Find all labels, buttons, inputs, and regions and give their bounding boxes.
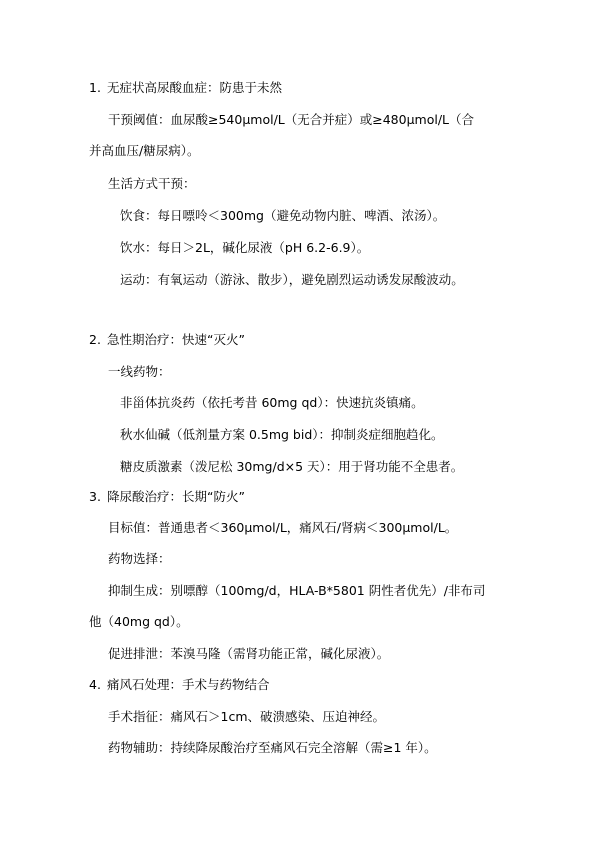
section-4-drug-aid: 药物辅助：持续降尿酸治疗至痛风石完全溶解（需≥1 年）。 <box>108 740 437 755</box>
section-4-heading-line <box>89 677 270 693</box>
section-2-number: 2. <box>89 332 101 347</box>
section-1-water: 饮水：每日＞2L，碱化尿液（pH 6.2-6.9）。 <box>120 240 370 255</box>
section-1-heading: 无症状高尿酸血症：防患于未然 <box>107 80 283 95</box>
section-3-inhibit-line1: 抑制生成：别嘌醇（100mg/d，HLA-B*5801 阴性者优先）/非布司 <box>108 583 486 598</box>
section-1-diet: 饮食：每日嘌呤＜300mg（避免动物内脏、啤酒、浓汤）。 <box>120 208 446 223</box>
section-2-heading-line <box>89 332 245 348</box>
section-2-steroid: 糖皮质激素（泼尼松 30mg/d×5 天）：用于肾功能不全患者。 <box>120 459 464 474</box>
section-1-lifestyle-label: 生活方式干预： <box>108 176 196 191</box>
section-3-inhibit-line2: 他（40mg qd）。 <box>89 614 189 629</box>
section-1-number: 1. <box>89 80 101 95</box>
section-4-number: 4. <box>89 677 101 692</box>
section-1-heading-line <box>89 80 282 96</box>
section-2-nsaid: 非甾体抗炎药（依托考昔 60mg qd）：快速抗炎镇痛。 <box>120 395 424 410</box>
section-1-threshold-line1: 干预阈值：血尿酸≥540μmol/L（无合并症）或≥480μmol/L（合 <box>108 112 475 127</box>
section-1-threshold-line2: 并高血压/糖尿病）。 <box>89 143 200 158</box>
section-3-heading-line <box>89 489 245 505</box>
section-3-heading: 降尿酸治疗：长期“防火” <box>107 489 245 504</box>
section-2-colchicine: 秋水仙碱（低剂量方案 0.5mg bid）：抑制炎症细胞趋化。 <box>120 427 444 442</box>
section-3-excretion: 促进排泄：苯溴马隆（需肾功能正常，碱化尿液）。 <box>108 646 390 661</box>
section-3-target: 目标值：普通患者＜360μmol/L，痛风石/肾病＜300μmol/L。 <box>108 520 458 535</box>
section-2-heading: 急性期治疗：快速“灭火” <box>107 332 245 347</box>
section-4-surgery: 手术指征：痛风石＞1cm、破溃感染、压迫神经。 <box>108 709 386 724</box>
section-3-number: 3. <box>89 489 101 504</box>
section-1-exercise: 运动：有氧运动（游泳、散步），避免剧烈运动诱发尿酸波动。 <box>120 272 464 287</box>
section-4-heading: 痛风石处理：手术与药物结合 <box>107 677 270 692</box>
section-2-drugs-label: 一线药物： <box>108 364 171 379</box>
section-3-drug-choice: 药物选择： <box>108 551 171 566</box>
